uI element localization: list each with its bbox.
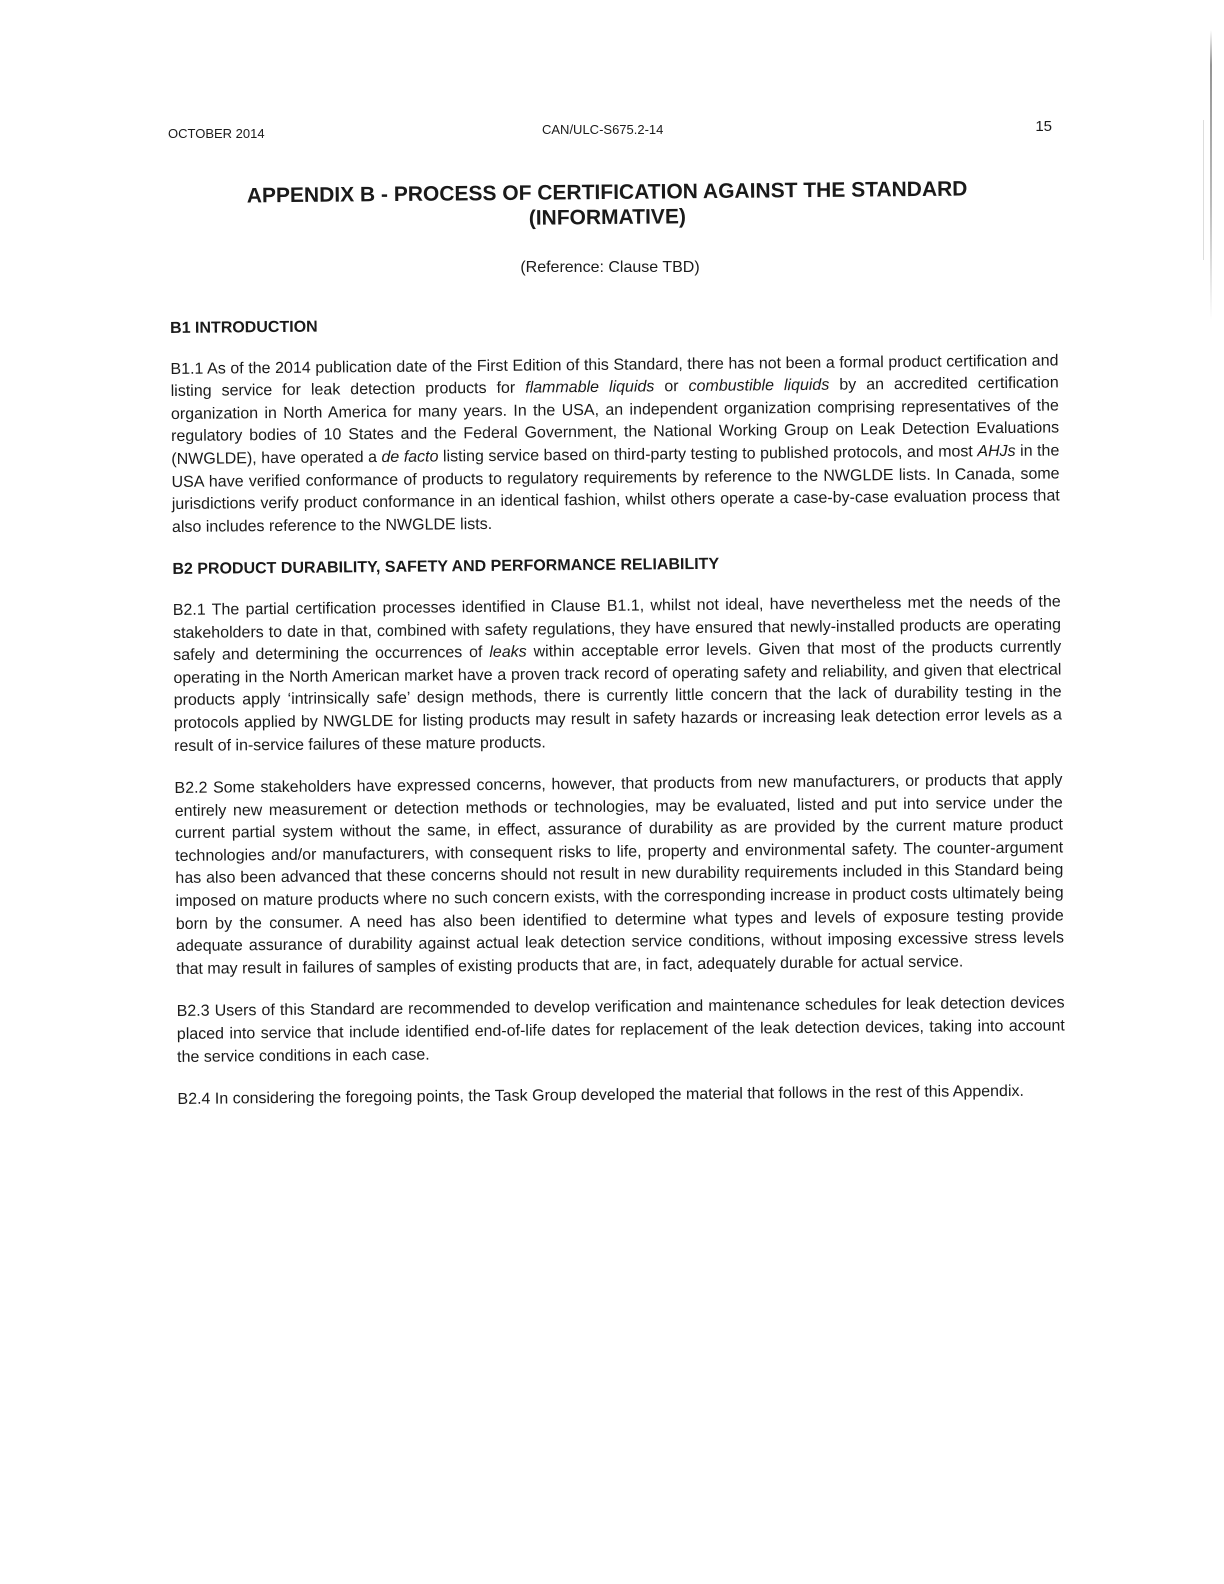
document-body [170,309,1066,1131]
term-combustible-liquids: combustible liquids [688,376,830,396]
page-header [168,118,1056,142]
term-flammable-liquids: flammable liquids [525,378,655,397]
section-heading-b1: B1 INTRODUCTION [170,318,318,337]
paragraph-b1-1-text-1: B1.1 As of the 2014 publication date of the First Edition of this Standard, there has not been a formal product certification and listing service for leak detection products for [170,352,1059,401]
term-ahjs: AHJs [977,442,1016,461]
paragraph-b1-1-text-4: listing service based on third-party testing to published protocols, and most [438,443,978,466]
paragraph-b2-1 [173,591,1062,758]
page-number: 15 [1035,118,1052,135]
paragraph-b1-1-text-3: by an accredited certification organization in North America for many years. In the USA, an independent organization comprising representatives of the regulatory bodies of 10 States and the Federal Government, the National Working Group on Leak Detection Evaluations (NWGLDE), have operated a [170,374,1060,468]
paragraph-b2-2: B2.2 Some stakeholders have expressed concerns, however, that products from new manufacturers, or products that apply entirely new measurement or detection methods or technologies, may be evaluated, listed and put into service under the current partial system without the same, in effect, assurance of durability as are provided by the current mature product technologies and/or manufacturers, with consequent risks to life, property and environmental safety. The counter-argument has also been advanced that these concerns should not result in new durability requirements included in this Standard being imposed on mature products where no such concern exists, with the corresponding increase in product costs ultimately being born by the consumer. A need has also been identified to determine what types and levels of exposure testing provide adequate assurance of durability against actual leak detection service conditions, without imposing excessive stress levels that may result in failures of samples of existing products that are, in fact, adequately durable for actual service. [174,771,1065,978]
section-heading-b2: B2 PRODUCT DURABILITY, SAFETY AND PERFORMANCE RELIABILITY [172,556,720,579]
paragraph-b1-1-text-5: in the USA have verified conformance of products to regulatory requirements by reference to the NWGLDE lists. In Canada, some jurisdictions verify product conformance in an identical fashion, whilst others operate a case-by-case evaluation process that also includes reference to the NWGLDE lists. [171,442,1060,536]
clause-reference: (Reference: Clause TBD) [520,259,700,276]
scan-edge-mark [1210,30,1212,320]
appendix-title-line-1: APPENDIX B - PROCESS OF CERTIFICATION AGAINST THE STANDARD [246,177,968,208]
header-date: OCTOBER 2014 [168,126,265,141]
header-standard-code: CAN/ULC-S675.2-14 [542,122,664,137]
paragraph-b2-1-text-2: within acceptable error levels. Given that most of the products currently operating in the North American market have a proven track record of operating safety and reliability, and given that electrical products apply ‘intrinsically safe’ design methods, there is currently little concern that the lack of durability testing in the protocols applied by NWGLDE for listing products may result in safety hazards or increasing leak detection error levels as a result of in-service failures of these mature products. [173,638,1062,755]
paragraph-b1-1-text-2: or [654,378,689,396]
paragraph-b2-1-text-1: B2.1 The partial certification processes identified in Clause B1.1, whilst not ideal, have nevertheless met the needs of the stakeholders to date in that, combined with safety regulations, they have ensured that newly-installed products are operating safely and determining the occurrences of [172,593,1062,665]
term-de-facto: de facto [381,448,439,466]
appendix-title [190,176,1024,234]
paragraph-b2-3: B2.3 Users of this Standard are recommended to develop verification and maintenance schedules for leak detection devices placed into service that include identified end-of-life dates for replacement of the leak detection devices, taking into account the service conditions in each case. [176,994,1065,1066]
appendix-title-line-2: (INFORMATIVE) [528,205,686,230]
term-leaks: leaks [489,643,527,662]
scan-edge-mark-secondary [1203,120,1204,260]
paragraph-b2-4: B2.4 In considering the foregoing points, the Task Group developed the material that follows in the rest of this Appendix. [177,1083,1024,1109]
paragraph-b1-1 [170,350,1060,539]
